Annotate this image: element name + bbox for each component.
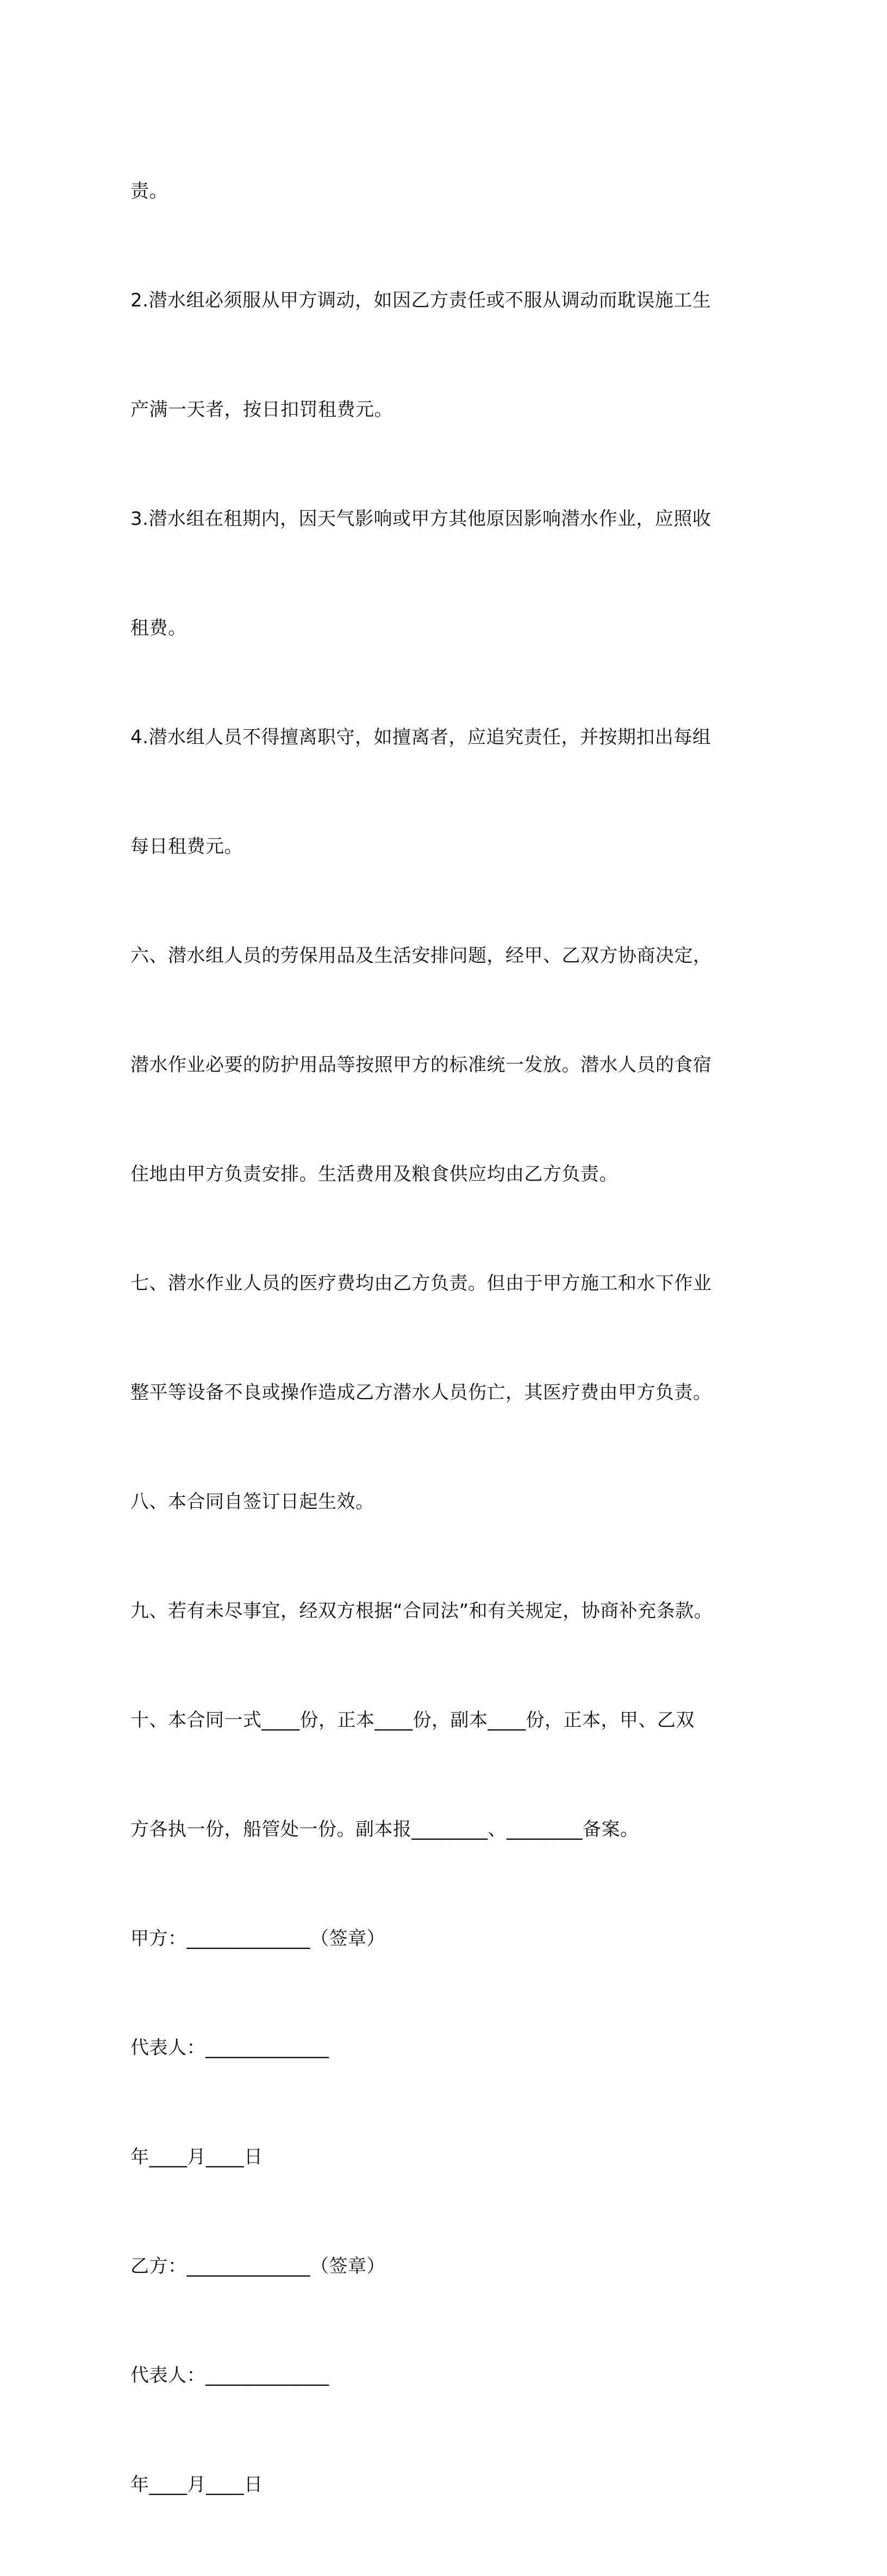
section-6-line-2: 潜水作业必要的防护用品等按照甲方的标准统一发放。潜水人员的食宿 bbox=[130, 1054, 712, 1076]
party-b-signature-line: 乙方：_____________（签章） bbox=[130, 2255, 385, 2277]
clause-3-line-1: 3.潜水组在租期内，因天气影响或甲方其他原因影响潜水作业，应照收 bbox=[130, 508, 711, 530]
section-8-line: 八、本合同自签订日起生效。 bbox=[130, 1491, 374, 1513]
clause-4-line-2: 每日租费元。 bbox=[130, 836, 243, 857]
party-b-representative-line: 代表人：_____________ bbox=[130, 2365, 329, 2386]
party-b-date-line: 年____月____日 bbox=[130, 2474, 263, 2496]
contract-text bbox=[130, 101, 761, 2576]
clause-2-line-2: 产满一天者，按日扣罚租费元。 bbox=[130, 399, 393, 421]
party-a-signature-line: 甲方：_____________（签章） bbox=[130, 1928, 385, 1950]
section-6-line-1: 六、潜水组人员的劳保用品及生活安排问题，经甲、乙双方协商决定， bbox=[130, 945, 712, 967]
section-10-line-1: 十、本合同一式____份，正本____份，副本____份，正本，甲、乙双 bbox=[130, 1709, 695, 1731]
section-10-line-2: 方各执一份，船管处一份。副本报________、________备案。 bbox=[130, 1819, 639, 1840]
section-6-line-3: 住地由甲方负责安排。生活费用及粮食供应均由乙方负责。 bbox=[130, 1163, 618, 1185]
clause-3-line-2: 租费。 bbox=[130, 617, 187, 639]
section-7-line-2: 整平等设备不良或操作造成乙方潜水人员伤亡，其医疗费由甲方负责。 bbox=[130, 1382, 712, 1403]
party-a-representative-line: 代表人：_____________ bbox=[130, 2037, 329, 2059]
clause-2-line-1: 2.潜水组必须服从甲方调动，如因乙方责任或不服从调动而耽误施工生 bbox=[130, 290, 711, 311]
text-line: 责。 bbox=[130, 180, 168, 202]
section-9-line: 九、若有未尽事宜，经双方根据“合同法”和有关规定，协商补充条款。 bbox=[130, 1600, 713, 1622]
clause-4-line-1: 4.潜水组人员不得擅离职守，如擅离者，应追究责任，并按期扣出每组 bbox=[130, 726, 711, 748]
section-7-line-1: 七、潜水作业人员的医疗费均由乙方负责。但由于甲方施工和水下作业 bbox=[130, 1273, 712, 1294]
party-a-date-line: 年____月____日 bbox=[130, 2146, 263, 2168]
